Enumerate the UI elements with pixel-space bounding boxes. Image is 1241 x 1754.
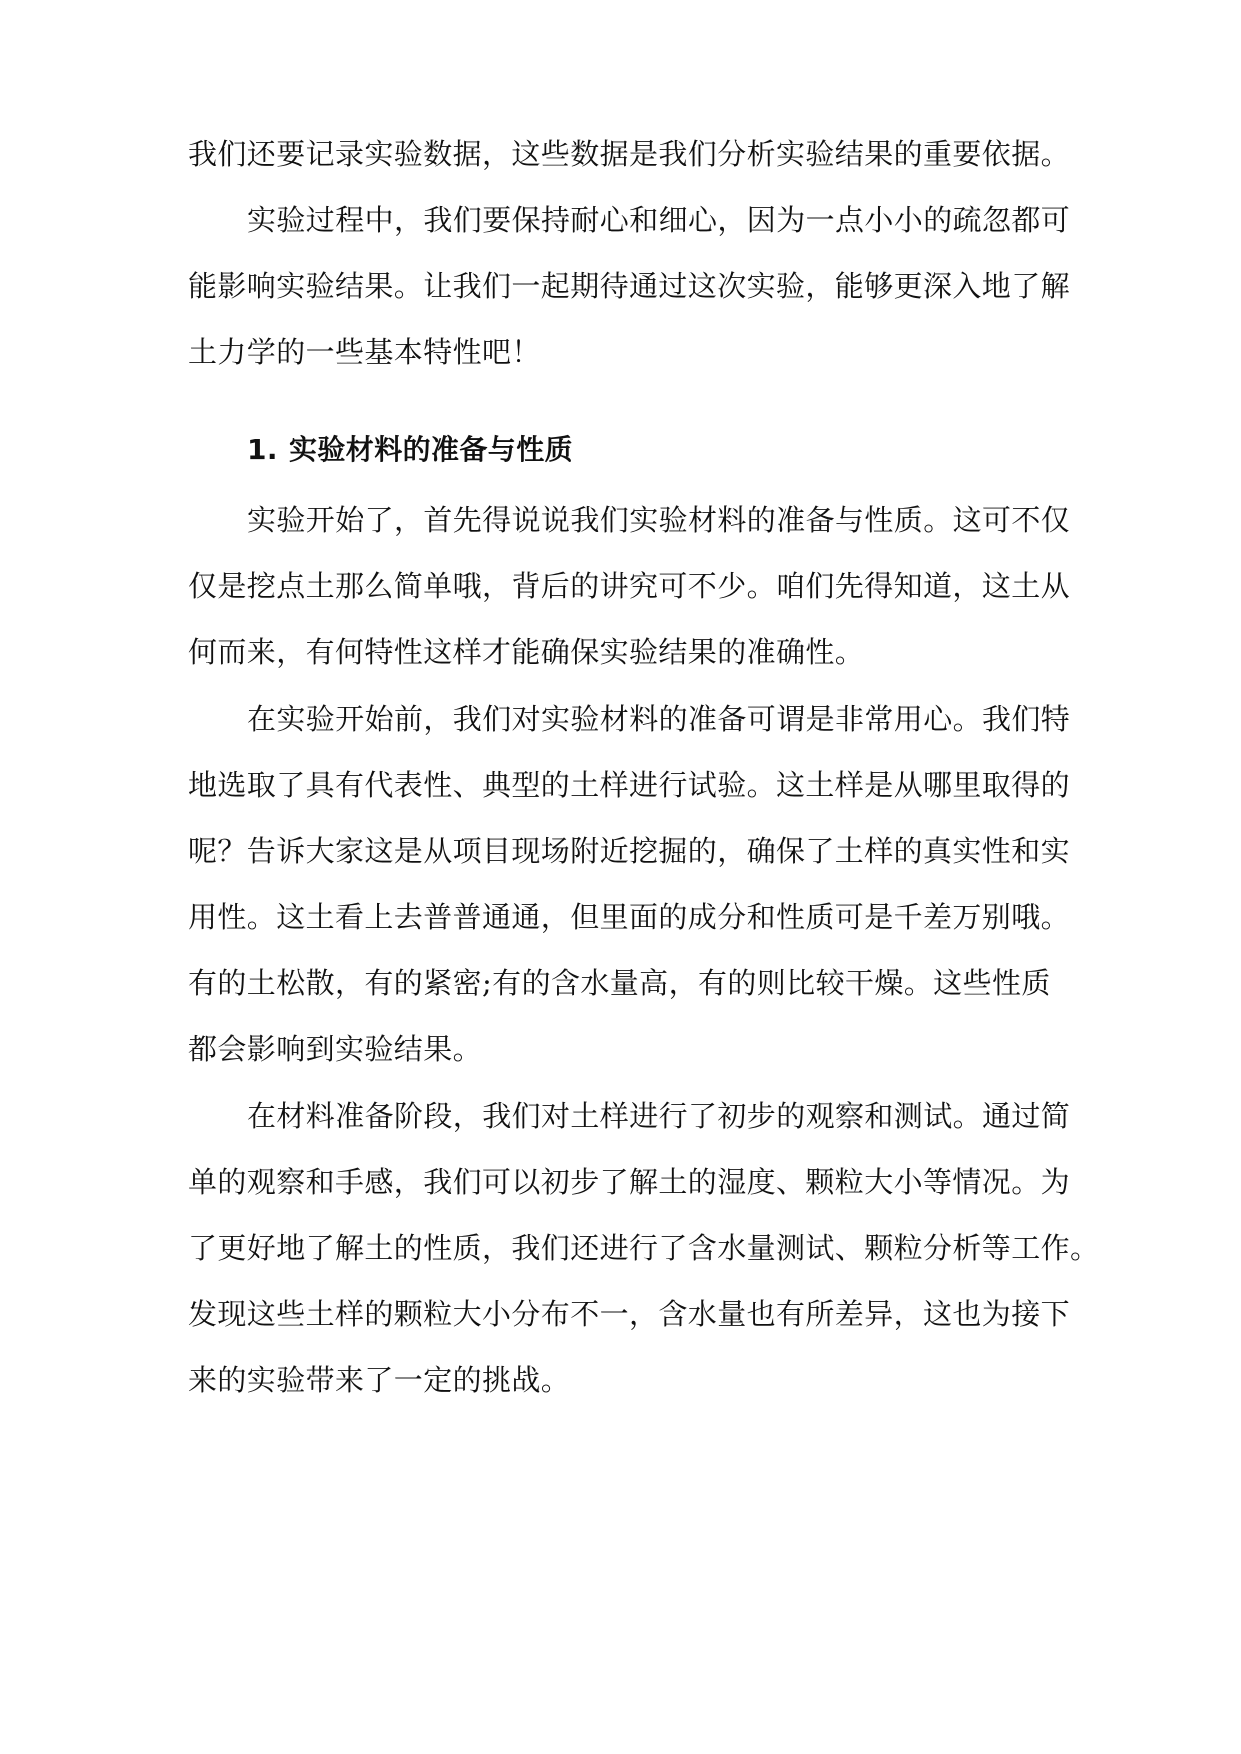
intro-line-3: 能影响实验结果。让我们一起期待通过这次实验，能够更深入地了解 xyxy=(188,269,1071,303)
paragraph1-line-3: 何而来，有何特性这样才能确保实验结果的准确性。 xyxy=(188,635,865,669)
paragraph3-line-5: 来的实验带来了一定的挑战。 xyxy=(188,1363,571,1397)
intro-line-1: 我们还要记录实验数据，这些数据是我们分析实验结果的重要依据。 xyxy=(188,137,1071,171)
section-heading xyxy=(247,430,573,470)
paragraph2-line-1: 在实验开始前，我们对实验材料的准备可谓是非常用心。我们特 xyxy=(247,702,1071,736)
paragraph3-line-4: 发现这些土样的颗粒大小分布不一，含水量也有所差异，这也为接下 xyxy=(188,1297,1071,1331)
paragraph3-line-3: 了更好地了解土的性质，我们还进行了含水量测试、颗粒分析等工作。 xyxy=(188,1231,1100,1265)
paragraph2-line-6: 都会影响到实验结果。 xyxy=(188,1032,483,1066)
intro-line-4: 土力学的一些基本特性吧！ xyxy=(188,335,541,369)
paragraph2-line-4: 用性。这土看上去普普通通，但里面的成分和性质可是千差万别哦。 xyxy=(188,900,1071,934)
intro-line-2: 实验过程中，我们要保持耐心和细心，因为一点小小的疏忽都可 xyxy=(247,203,1071,237)
paragraph2-line-2: 地选取了具有代表性、典型的土样进行试验。这土样是从哪里取得的 xyxy=(188,768,1071,802)
paragraph1-line-2: 仅是挖点土那么简单哦，背后的讲究可不少。咱们先得知道，这土从 xyxy=(188,569,1071,603)
paragraph3-line-1: 在材料准备阶段，我们对土样进行了初步的观察和测试。通过简 xyxy=(247,1099,1071,1133)
paragraph2-line-5: 有的土松散，有的紧密;有的含水量高，有的则比较干燥。这些性质 xyxy=(188,966,1051,1000)
paragraph3-line-2: 单的观察和手感，我们可以初步了解土的湿度、颗粒大小等情况。为 xyxy=(188,1165,1071,1199)
paragraph2-line-3: 呢？告诉大家这是从项目现场附近挖掘的，确保了土样的真实性和实 xyxy=(188,834,1071,868)
section-number: 1. xyxy=(247,433,278,466)
section-title: 实验材料的准备与性质 xyxy=(289,433,574,466)
paragraph1-line-1: 实验开始了，首先得说说我们实验材料的准备与性质。这可不仅 xyxy=(247,503,1071,537)
